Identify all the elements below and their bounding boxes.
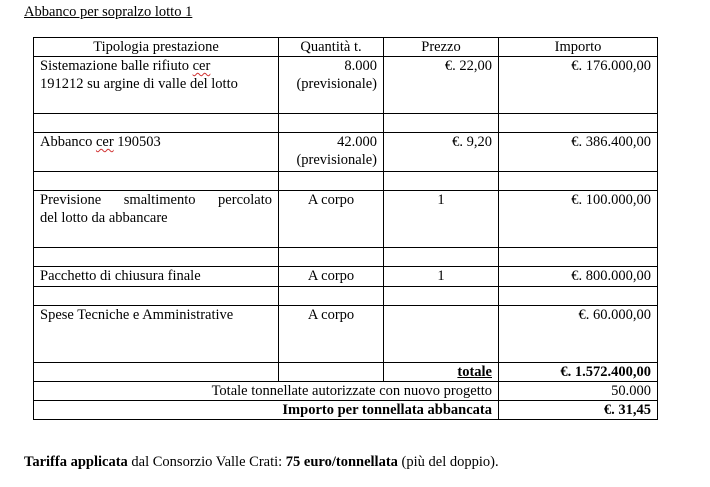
spacer-row xyxy=(34,114,658,133)
row-amount: €. 176.000,00 xyxy=(499,57,658,114)
header-prezzo: Prezzo xyxy=(384,38,499,57)
table-row xyxy=(34,57,658,114)
row-description: Spese Tecniche e Amministrative xyxy=(34,306,279,363)
table-row xyxy=(34,306,658,363)
row-price: €. 9,20 xyxy=(384,133,499,172)
table-row xyxy=(34,133,658,172)
row-quantity: A corpo xyxy=(279,267,384,287)
row-quantity: A corpo xyxy=(279,306,384,363)
totale-row xyxy=(34,363,658,382)
table-row xyxy=(34,267,658,287)
row-quantity: 8.000 (previsionale) xyxy=(279,57,384,114)
tonnellate-label: Totale tonnellate autorizzate con nuovo progetto xyxy=(34,382,499,401)
row-price xyxy=(384,306,499,363)
importo-ton-value: €. 31,45 xyxy=(499,401,658,420)
spacer-row xyxy=(34,287,658,306)
importo-ton-row xyxy=(34,401,658,420)
header-quantita: Quantità t. xyxy=(279,38,384,57)
row-amount: €. 386.400,00 xyxy=(499,133,658,172)
cost-table xyxy=(33,37,658,420)
document-heading: Abbanco per sopralzo lotto 1 xyxy=(24,4,193,20)
spellcheck-word: cer xyxy=(95,134,114,150)
row-price: 1 xyxy=(384,191,499,248)
spellcheck-word: cer xyxy=(192,58,211,74)
table-row xyxy=(34,191,658,248)
row-price: 1 xyxy=(384,267,499,287)
spacer-row xyxy=(34,248,658,267)
row-description: Abbanco cer 190503 xyxy=(34,133,279,172)
header-tipologia: Tipologia prestazione xyxy=(34,38,279,57)
row-amount: €. 800.000,00 xyxy=(499,267,658,287)
tonnellate-value: 50.000 xyxy=(499,382,658,401)
header-importo: Importo xyxy=(499,38,658,57)
importo-ton-label: Importo per tonnellata abbancata xyxy=(34,401,499,420)
row-amount: €. 100.000,00 xyxy=(499,191,658,248)
spacer-row xyxy=(34,172,658,191)
totale-label: totale xyxy=(384,363,499,382)
row-description: Previsione smaltimento percolato del lotto da abbancare xyxy=(34,191,279,248)
tonnellate-row xyxy=(34,382,658,401)
row-quantity: 42.000 (previsionale) xyxy=(279,133,384,172)
table-header-row xyxy=(34,38,658,57)
row-description: Sistemazione balle rifiuto cer 191212 su argine di valle del lotto xyxy=(34,57,279,114)
row-quantity: A corpo xyxy=(279,191,384,248)
row-amount: €. 60.000,00 xyxy=(499,306,658,363)
row-description: Pacchetto di chiusura finale xyxy=(34,267,279,287)
row-price: €. 22,00 xyxy=(384,57,499,114)
totale-value: €. 1.572.400,00 xyxy=(499,363,658,382)
footer-note: Tariffa applicata dal Consorzio Valle Crati: 75 euro/tonnellata (più del doppio). xyxy=(24,454,499,470)
